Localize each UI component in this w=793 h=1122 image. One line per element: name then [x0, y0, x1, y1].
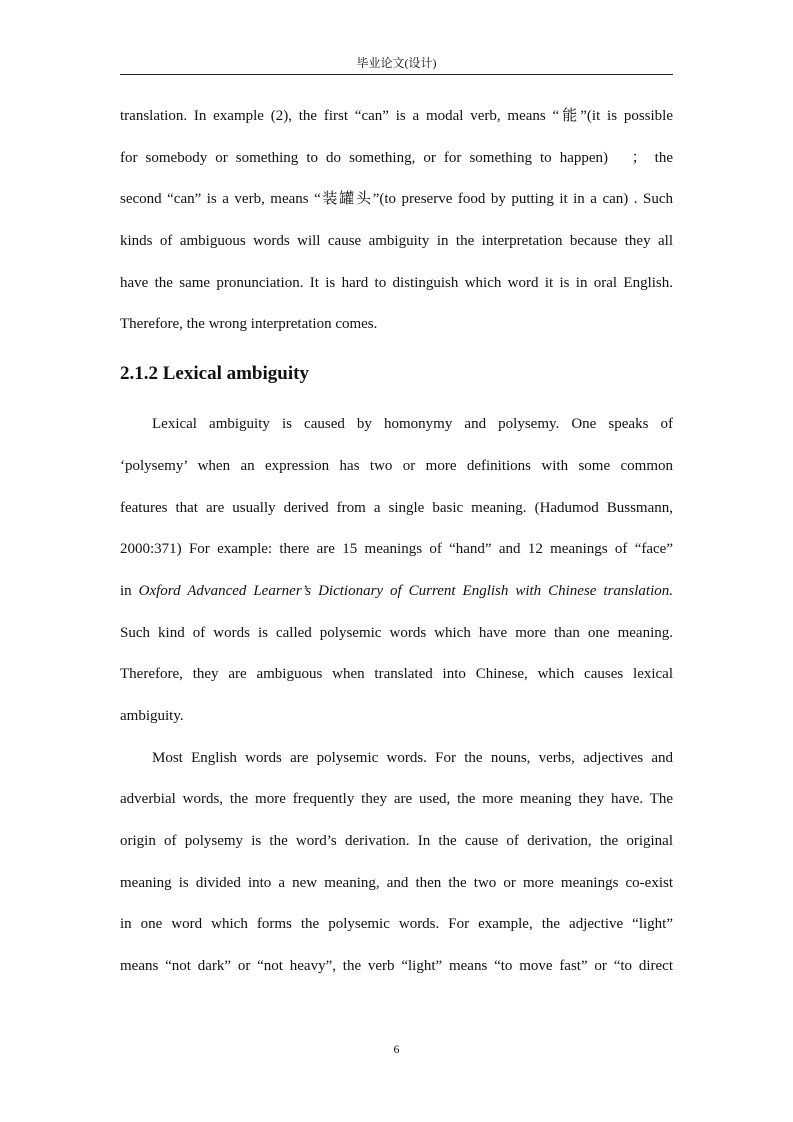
header-rule — [120, 74, 673, 75]
body-line: kinds of ambiguous words will cause ambiguity in the interpretation because they all — [120, 233, 673, 250]
body-line: Such kind of words is called polysemic words which have more than one meaning. — [120, 624, 673, 641]
body-line: features that are usually derived from a single basic meaning. (Hadumod Bussmann, — [120, 499, 673, 516]
body-line: meaning is divided into a new meaning, and then the two or more meanings co-exist — [120, 874, 673, 891]
section-heading: 2.1.2 Lexical ambiguity — [120, 363, 309, 385]
running-header: 毕业论文(设计) — [356, 56, 437, 70]
body-line: means “not dark” or “not heavy”, the verb “light” means “to move fast” or “to direct — [120, 958, 673, 975]
body-line: in one word which forms the polysemic words. For example, the adjective “light” — [120, 916, 673, 933]
paragraph-first-line: Lexical ambiguity is caused by homonymy and polysemy. One speaks of — [152, 416, 673, 433]
body-line: 2000:371) For example: there are 15 meanings of “hand” and 12 meanings of “face” — [120, 541, 673, 558]
body-line: translation. In example (2), the first “can” is a modal verb, means “能”(it is possible — [120, 108, 673, 124]
body-line: have the same pronunciation. It is hard to distinguish which word it is in oral English. — [120, 274, 673, 291]
body-line: Therefore, the wrong interpretation comes. — [120, 316, 378, 333]
page-number: 6 — [393, 1042, 400, 1056]
paragraph-first-line: Most English words are polysemic words. For the nouns, verbs, adjectives and — [152, 749, 673, 766]
body-line: ambiguity. — [120, 707, 184, 724]
body-line: second “can” is a verb, means “装罐头”(to preserve food by putting it in a can) . Such — [120, 191, 673, 208]
line-prefix: in — [120, 582, 139, 599]
body-line: origin of polysemy is the word’s derivation. In the cause of derivation, the original — [120, 833, 673, 849]
body-line: adverbial words, the more frequently they are used, the more meaning they have. The — [120, 791, 673, 808]
body-line: ‘polysemy’ when an expression has two or more definitions with some common — [120, 457, 673, 474]
dictionary-title: Oxford Advanced Learner’s Dictionary of Current English with Chinese translation. — [138, 582, 673, 599]
body-line: Therefore, they are ambiguous when translated into Chinese, which causes lexical — [120, 666, 673, 683]
body-line-with-title — [120, 571, 673, 613]
page-body — [120, 96, 673, 988]
body-line: for somebody or something to do something, or for something to happen) ； the — [120, 149, 673, 166]
